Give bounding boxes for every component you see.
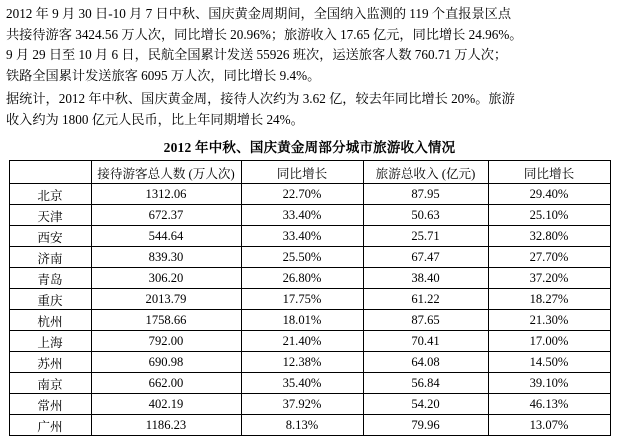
cell-visitor-growth: 18.01% bbox=[241, 310, 363, 331]
cell-visitor-growth: 12.38% bbox=[241, 352, 363, 373]
cell-city: 西安 bbox=[9, 226, 91, 247]
cell-city: 苏州 bbox=[9, 352, 91, 373]
table-row bbox=[9, 184, 610, 205]
cell-revenue-growth: 37.20% bbox=[488, 268, 610, 289]
cell-city: 上海 bbox=[9, 331, 91, 352]
cell-visitor-growth: 33.40% bbox=[241, 226, 363, 247]
paragraph-2-line-2: 收入约为 1800 亿元人民币，比上年同期增长 24%。 bbox=[6, 111, 304, 127]
cell-city: 杭州 bbox=[9, 310, 91, 331]
table-row bbox=[9, 415, 610, 436]
cell-visitor-growth: 22.70% bbox=[241, 184, 363, 205]
paragraph-2 bbox=[6, 89, 613, 130]
table-row bbox=[9, 226, 610, 247]
cell-visitors: 544.64 bbox=[91, 226, 241, 247]
cell-revenue-growth: 14.50% bbox=[488, 352, 610, 373]
table-row bbox=[9, 352, 610, 373]
cell-visitors: 2013.79 bbox=[91, 289, 241, 310]
table-row bbox=[9, 247, 610, 268]
cell-visitor-growth: 17.75% bbox=[241, 289, 363, 310]
cell-visitors: 690.98 bbox=[91, 352, 241, 373]
cell-visitors: 672.37 bbox=[91, 205, 241, 226]
cell-revenue-growth: 29.40% bbox=[488, 184, 610, 205]
cell-visitors: 1758.66 bbox=[91, 310, 241, 331]
paragraph-2-line-1: 据统计，2012 年中秋、国庆黄金周，接待人次约为 3.62 亿，较去年同比增长 20%。旅游 bbox=[6, 91, 515, 106]
cell-revenue-growth: 25.10% bbox=[488, 205, 610, 226]
table-row bbox=[9, 331, 610, 352]
cell-visitors: 662.00 bbox=[91, 373, 241, 394]
table-header-visitors: 接待游客总人数 (万人次) bbox=[91, 161, 241, 184]
table-header-visitor-growth: 同比增长 bbox=[241, 161, 363, 184]
cell-city: 青岛 bbox=[9, 268, 91, 289]
cell-visitors: 1186.23 bbox=[91, 415, 241, 436]
cell-revenue-growth: 39.10% bbox=[488, 373, 610, 394]
table-title: 2012 年中秋、国庆黄金周部分城市旅游收入情况 bbox=[163, 140, 456, 155]
cell-revenue: 67.47 bbox=[363, 247, 488, 268]
paragraph-1 bbox=[6, 4, 613, 86]
cell-city: 北京 bbox=[9, 184, 91, 205]
cell-visitor-growth: 26.80% bbox=[241, 268, 363, 289]
cell-visitors: 792.00 bbox=[91, 331, 241, 352]
cell-city: 重庆 bbox=[9, 289, 91, 310]
cell-revenue: 38.40 bbox=[363, 268, 488, 289]
cell-revenue: 64.08 bbox=[363, 352, 488, 373]
table-row bbox=[9, 205, 610, 226]
cell-visitor-growth: 25.50% bbox=[241, 247, 363, 268]
cell-revenue: 54.20 bbox=[363, 394, 488, 415]
cell-revenue-growth: 32.80% bbox=[488, 226, 610, 247]
cell-revenue: 87.95 bbox=[363, 184, 488, 205]
cell-revenue-growth: 18.27% bbox=[488, 289, 610, 310]
cell-revenue: 25.71 bbox=[363, 226, 488, 247]
cell-revenue-growth: 46.13% bbox=[488, 394, 610, 415]
cell-city: 常州 bbox=[9, 394, 91, 415]
cell-visitor-growth: 33.40% bbox=[241, 205, 363, 226]
cell-revenue-growth: 17.00% bbox=[488, 331, 610, 352]
cell-revenue: 61.22 bbox=[363, 289, 488, 310]
paragraph-1-line-1: 2012 年 9 月 30 日-10 月 7 日中秋、国庆黄金周期间，全国纳入监测的 119 个直报景区点 bbox=[6, 6, 512, 21]
table-row bbox=[9, 373, 610, 394]
tourism-revenue-table bbox=[9, 160, 611, 436]
cell-revenue: 50.63 bbox=[363, 205, 488, 226]
table-row bbox=[9, 310, 610, 331]
cell-revenue: 79.96 bbox=[363, 415, 488, 436]
cell-city: 广州 bbox=[9, 415, 91, 436]
table-header-city bbox=[9, 161, 91, 184]
cell-visitors: 402.19 bbox=[91, 394, 241, 415]
cell-city: 天津 bbox=[9, 205, 91, 226]
table-row bbox=[9, 268, 610, 289]
cell-visitors: 1312.06 bbox=[91, 184, 241, 205]
cell-visitor-growth: 37.92% bbox=[241, 394, 363, 415]
table-header-revenue: 旅游总收入 (亿元) bbox=[363, 161, 488, 184]
cell-city: 济南 bbox=[9, 247, 91, 268]
cell-revenue-growth: 27.70% bbox=[488, 247, 610, 268]
cell-revenue: 70.41 bbox=[363, 331, 488, 352]
cell-city: 南京 bbox=[9, 373, 91, 394]
paragraph-1-line-4: 铁路全国累计发送旅客 6095 万人次，同比增长 9.4%。 bbox=[6, 67, 321, 83]
cell-visitor-growth: 8.13% bbox=[241, 415, 363, 436]
cell-revenue: 87.65 bbox=[363, 310, 488, 331]
cell-revenue: 56.84 bbox=[363, 373, 488, 394]
table-header-revenue-growth: 同比增长 bbox=[488, 161, 610, 184]
cell-revenue-growth: 21.30% bbox=[488, 310, 610, 331]
table-row bbox=[9, 289, 610, 310]
cell-visitors: 306.20 bbox=[91, 268, 241, 289]
table-row bbox=[9, 394, 610, 415]
cell-visitor-growth: 35.40% bbox=[241, 373, 363, 394]
cell-visitors: 839.30 bbox=[91, 247, 241, 268]
cell-revenue-growth: 13.07% bbox=[488, 415, 610, 436]
paragraph-1-line-2: 共接待游客 3424.56 万人次，同比增长 20.96%；旅游收入 17.65 亿元，同比增长 24.96%。 bbox=[6, 26, 523, 42]
cell-visitor-growth: 21.40% bbox=[241, 331, 363, 352]
table-header-row bbox=[9, 161, 610, 184]
paragraph-1-line-3: 9 月 29 日至 10 月 6 日，民航全国累计发送 55926 班次，运送旅客人数 760.71 万人次； bbox=[6, 47, 508, 62]
